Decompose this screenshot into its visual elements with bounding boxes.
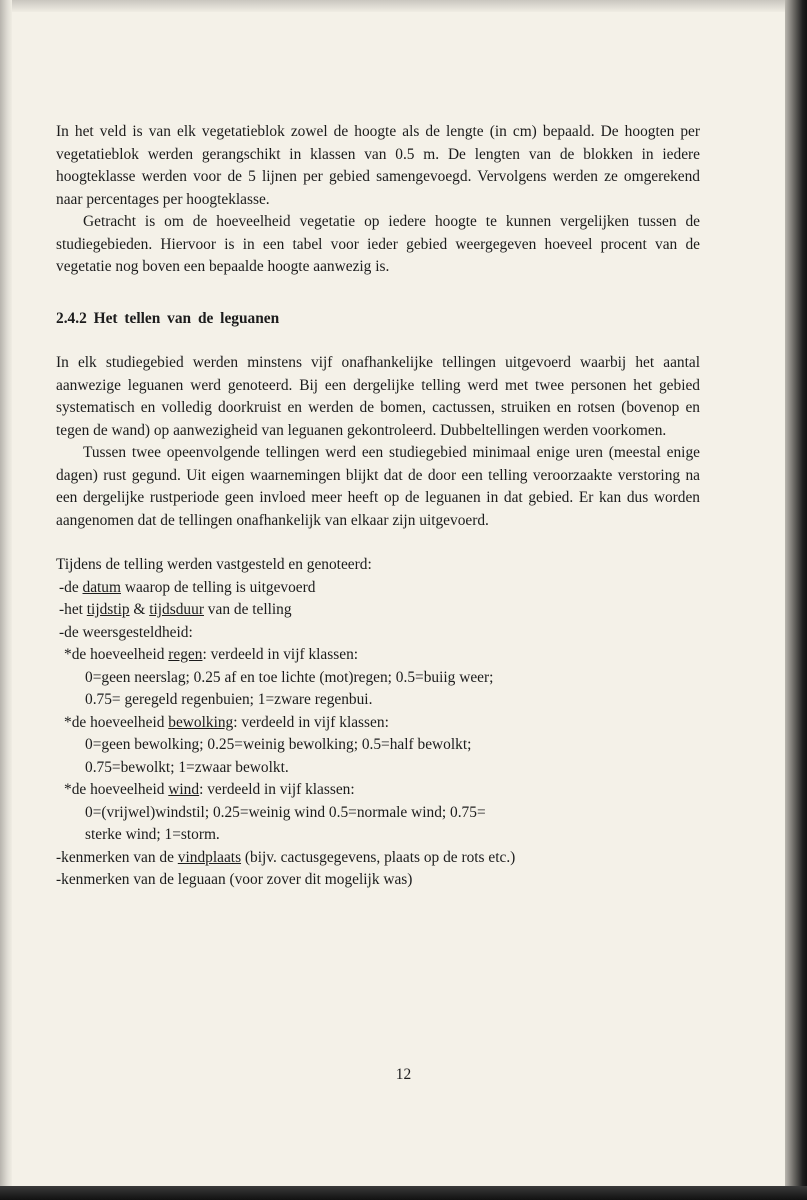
underlined-term: vindplaats: [177, 848, 242, 866]
list-item-text: *de hoeveelheid: [64, 781, 169, 798]
list-item-text: -het: [59, 601, 87, 618]
list-item-text: : verdeeld in vijf klassen:: [199, 781, 355, 798]
scan-right-edge: [785, 0, 807, 1200]
underlined-term: tijdstip: [86, 601, 130, 618]
list-item-tijdstip: [56, 599, 700, 622]
recorded-items-list: [56, 577, 700, 892]
paragraph-vegetation-measurement: In het veld is van elk vegetatieblok zowel de hoogte als de lengte (in cm) bepaald. De hoogten per vegetatieblok werden gerangschikt in klassen van 0.5 m. De lengten van de blokken in iedere hoogteklasse werden voor de 5 lijnen per gebied samengevoegd. Vervolgens werden ze omgerekend naar percentages per hoogteklasse.: [56, 123, 700, 208]
document-page: [56, 121, 700, 892]
list-item-text: &: [129, 601, 150, 618]
sub-item-regen: [56, 644, 700, 667]
list-item-text: van de telling: [203, 601, 292, 618]
sub-item-bewolking: [56, 712, 700, 735]
list-item-text: (bijv. cactusgegevens, plaats op de rots etc.): [241, 848, 516, 866]
list-item-weersgesteldheid: -de weersgesteldheid:: [59, 623, 193, 641]
list-item-datum: [56, 577, 700, 600]
underlined-term: datum: [82, 578, 121, 596]
list-item-leguaan: -kenmerken van de leguaan (voor zover dit mogelijk was): [56, 871, 413, 888]
paragraph-vegetation-comparison: Getracht is om de hoeveelheid vegetatie op iedere hoogte te kunnen vergelijken tussen de studiegebieden. Hiervoor is in een tabel voor ieder gebied weergegeven hoeveel procent van de vegetatie nog boven een bepaalde hoogte aanwezig is.: [56, 213, 700, 275]
regen-classes-line-2: 0.75= geregeld regenbuien; 1=zware regenbui.: [85, 691, 373, 708]
list-item-text: -kenmerken van de: [56, 848, 178, 866]
list-item-text: : verdeeld in vijf klassen:: [202, 646, 359, 663]
scan-left-edge: [0, 0, 12, 1200]
underlined-term: bewolking: [168, 713, 234, 731]
scan-top-edge: [0, 0, 807, 12]
list-item-text: -de: [59, 578, 83, 596]
underlined-term: tijdsduur: [149, 601, 204, 618]
paragraph-counting-method: In elk studiegebied werden minstens vijf onafhankelijke tellingen uitgevoerd waarbij het aantal aanwezige leguanen werd genoteerd. Bij een dergelijke telling werd met twee personen het gebied systematisch en volledig doorkruist en werden de bomen, cactussen, struiken en rotsen (bovenop en tegen de wand) op aanwezigheid van leguanen gekontroleerd. Dubbeltellingen werden voorkomen.: [56, 354, 700, 439]
underlined-term: wind: [168, 781, 200, 798]
page-number: 12: [395, 1066, 412, 1083]
bewolking-classes-line-2: 0.75=bewolkt; 1=zwaar bewolkt.: [85, 758, 289, 776]
list-item-vindplaats: [56, 847, 700, 870]
list-item-text: waarop de telling is uitgevoerd: [120, 578, 316, 596]
wind-classes-line-1: 0=(vrijwel)windstil; 0.25=weinig wind 0.5=normale wind; 0.75=: [85, 803, 486, 821]
paragraph-rest-period: Tussen twee opeenvolgende tellingen werd een studiegebied minimaal enige uren (meestal enige dagen) rust gegund. Uit eigen waarnemingen blijkt dat de door een telling veroorzaakte verstoring na een dergelijke rustperiode geen invloed meer heeft op de leguanen in dat gebied. Er kan dus worden aangenomen dat de tellingen onafhankelijk van elkaar zijn uitgevoerd.: [56, 444, 700, 529]
sub-item-wind: [56, 779, 700, 802]
scan-bottom-edge: [0, 1186, 807, 1200]
underlined-term: regen: [168, 646, 203, 663]
wind-classes-line-2: sterke wind; 1=storm.: [85, 826, 220, 843]
list-item-text: *de hoeveelheid: [64, 713, 169, 731]
list-intro: Tijdens de telling werden vastgesteld en genoteerd:: [56, 556, 372, 573]
bewolking-classes-line-1: 0=geen bewolking; 0.25=weinig bewolking; 0.5=half bewolkt;: [85, 736, 472, 753]
regen-classes-line-1: 0=geen neerslag; 0.25 af en toe lichte (mot)regen; 0.5=buiig weer;: [85, 668, 494, 686]
section-heading: 2.4.2 Het tellen van de leguanen: [56, 309, 280, 327]
list-item-text: : verdeeld in vijf klassen:: [233, 713, 389, 731]
list-item-text: *de hoeveelheid: [64, 646, 169, 663]
